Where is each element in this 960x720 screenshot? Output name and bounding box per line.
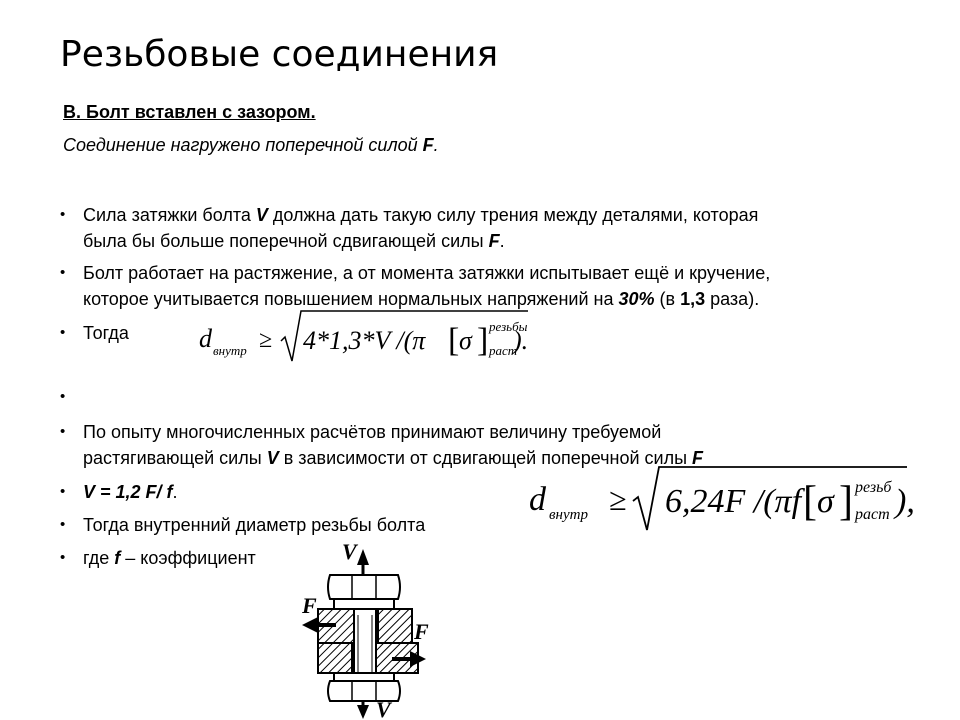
- label-v-bottom: V: [376, 697, 391, 720]
- bolt-shank: [354, 609, 376, 679]
- formula-subscript-2: раст: [855, 506, 890, 523]
- bullet-dot: •: [60, 264, 66, 281]
- bullet-dot: •: [60, 423, 66, 440]
- page-title: Резьбовые соединения: [60, 34, 499, 75]
- formula-end: ).: [513, 326, 529, 355]
- label-f-left: F: [302, 593, 317, 618]
- bracket-open: [: [448, 322, 460, 359]
- formula-body: 4*1,3*V /(π: [303, 326, 426, 355]
- formula-subscript: внутр: [213, 343, 247, 358]
- bracket-close: ]: [839, 479, 853, 525]
- formula-subscript: внутр: [549, 507, 588, 523]
- arrow-up-icon: [357, 549, 369, 565]
- plate-upper-right: [378, 609, 412, 643]
- arrow-down-icon: [357, 705, 369, 719]
- bolt-diagram: [296, 535, 441, 720]
- bracket-close: ]: [477, 322, 489, 359]
- formula-geq: ≥: [259, 327, 273, 353]
- section-subtitle: В. Болт вставлен с зазором.: [63, 102, 316, 122]
- arrow-left-icon: [302, 617, 318, 633]
- formula-sigma: σ: [817, 483, 834, 520]
- bolt-head: [328, 575, 400, 599]
- formula-diameter-2: [525, 455, 935, 540]
- bullet-dot: •: [60, 516, 66, 533]
- formula-geq: ≥: [609, 481, 627, 517]
- washer: [334, 599, 394, 609]
- formula-superscript: резьб: [855, 479, 892, 496]
- bullet-dot: •: [60, 388, 66, 405]
- formula-sigma: σ: [459, 326, 472, 355]
- formula-subscript-2: раст: [489, 343, 518, 358]
- formula-diameter-1: [195, 305, 540, 375]
- formula-superscript: резьбы: [489, 319, 528, 334]
- label-v-top: V: [342, 539, 357, 564]
- intro-text: Соединение нагружено поперечной силой F.: [63, 135, 439, 155]
- bullet-dot: •: [60, 206, 66, 223]
- formula-end: ),: [895, 483, 915, 520]
- formula-d: d: [199, 324, 212, 353]
- bullet-dot: •: [60, 324, 66, 341]
- bullet-dot: •: [60, 483, 66, 500]
- formula-body: 6,24F /(πf: [665, 483, 802, 520]
- bullet-dot: •: [60, 549, 66, 566]
- plate-lower-left: [318, 643, 352, 673]
- label-f-right: F: [414, 619, 429, 644]
- bracket-open: [: [803, 479, 817, 525]
- formula-d: d: [529, 481, 546, 518]
